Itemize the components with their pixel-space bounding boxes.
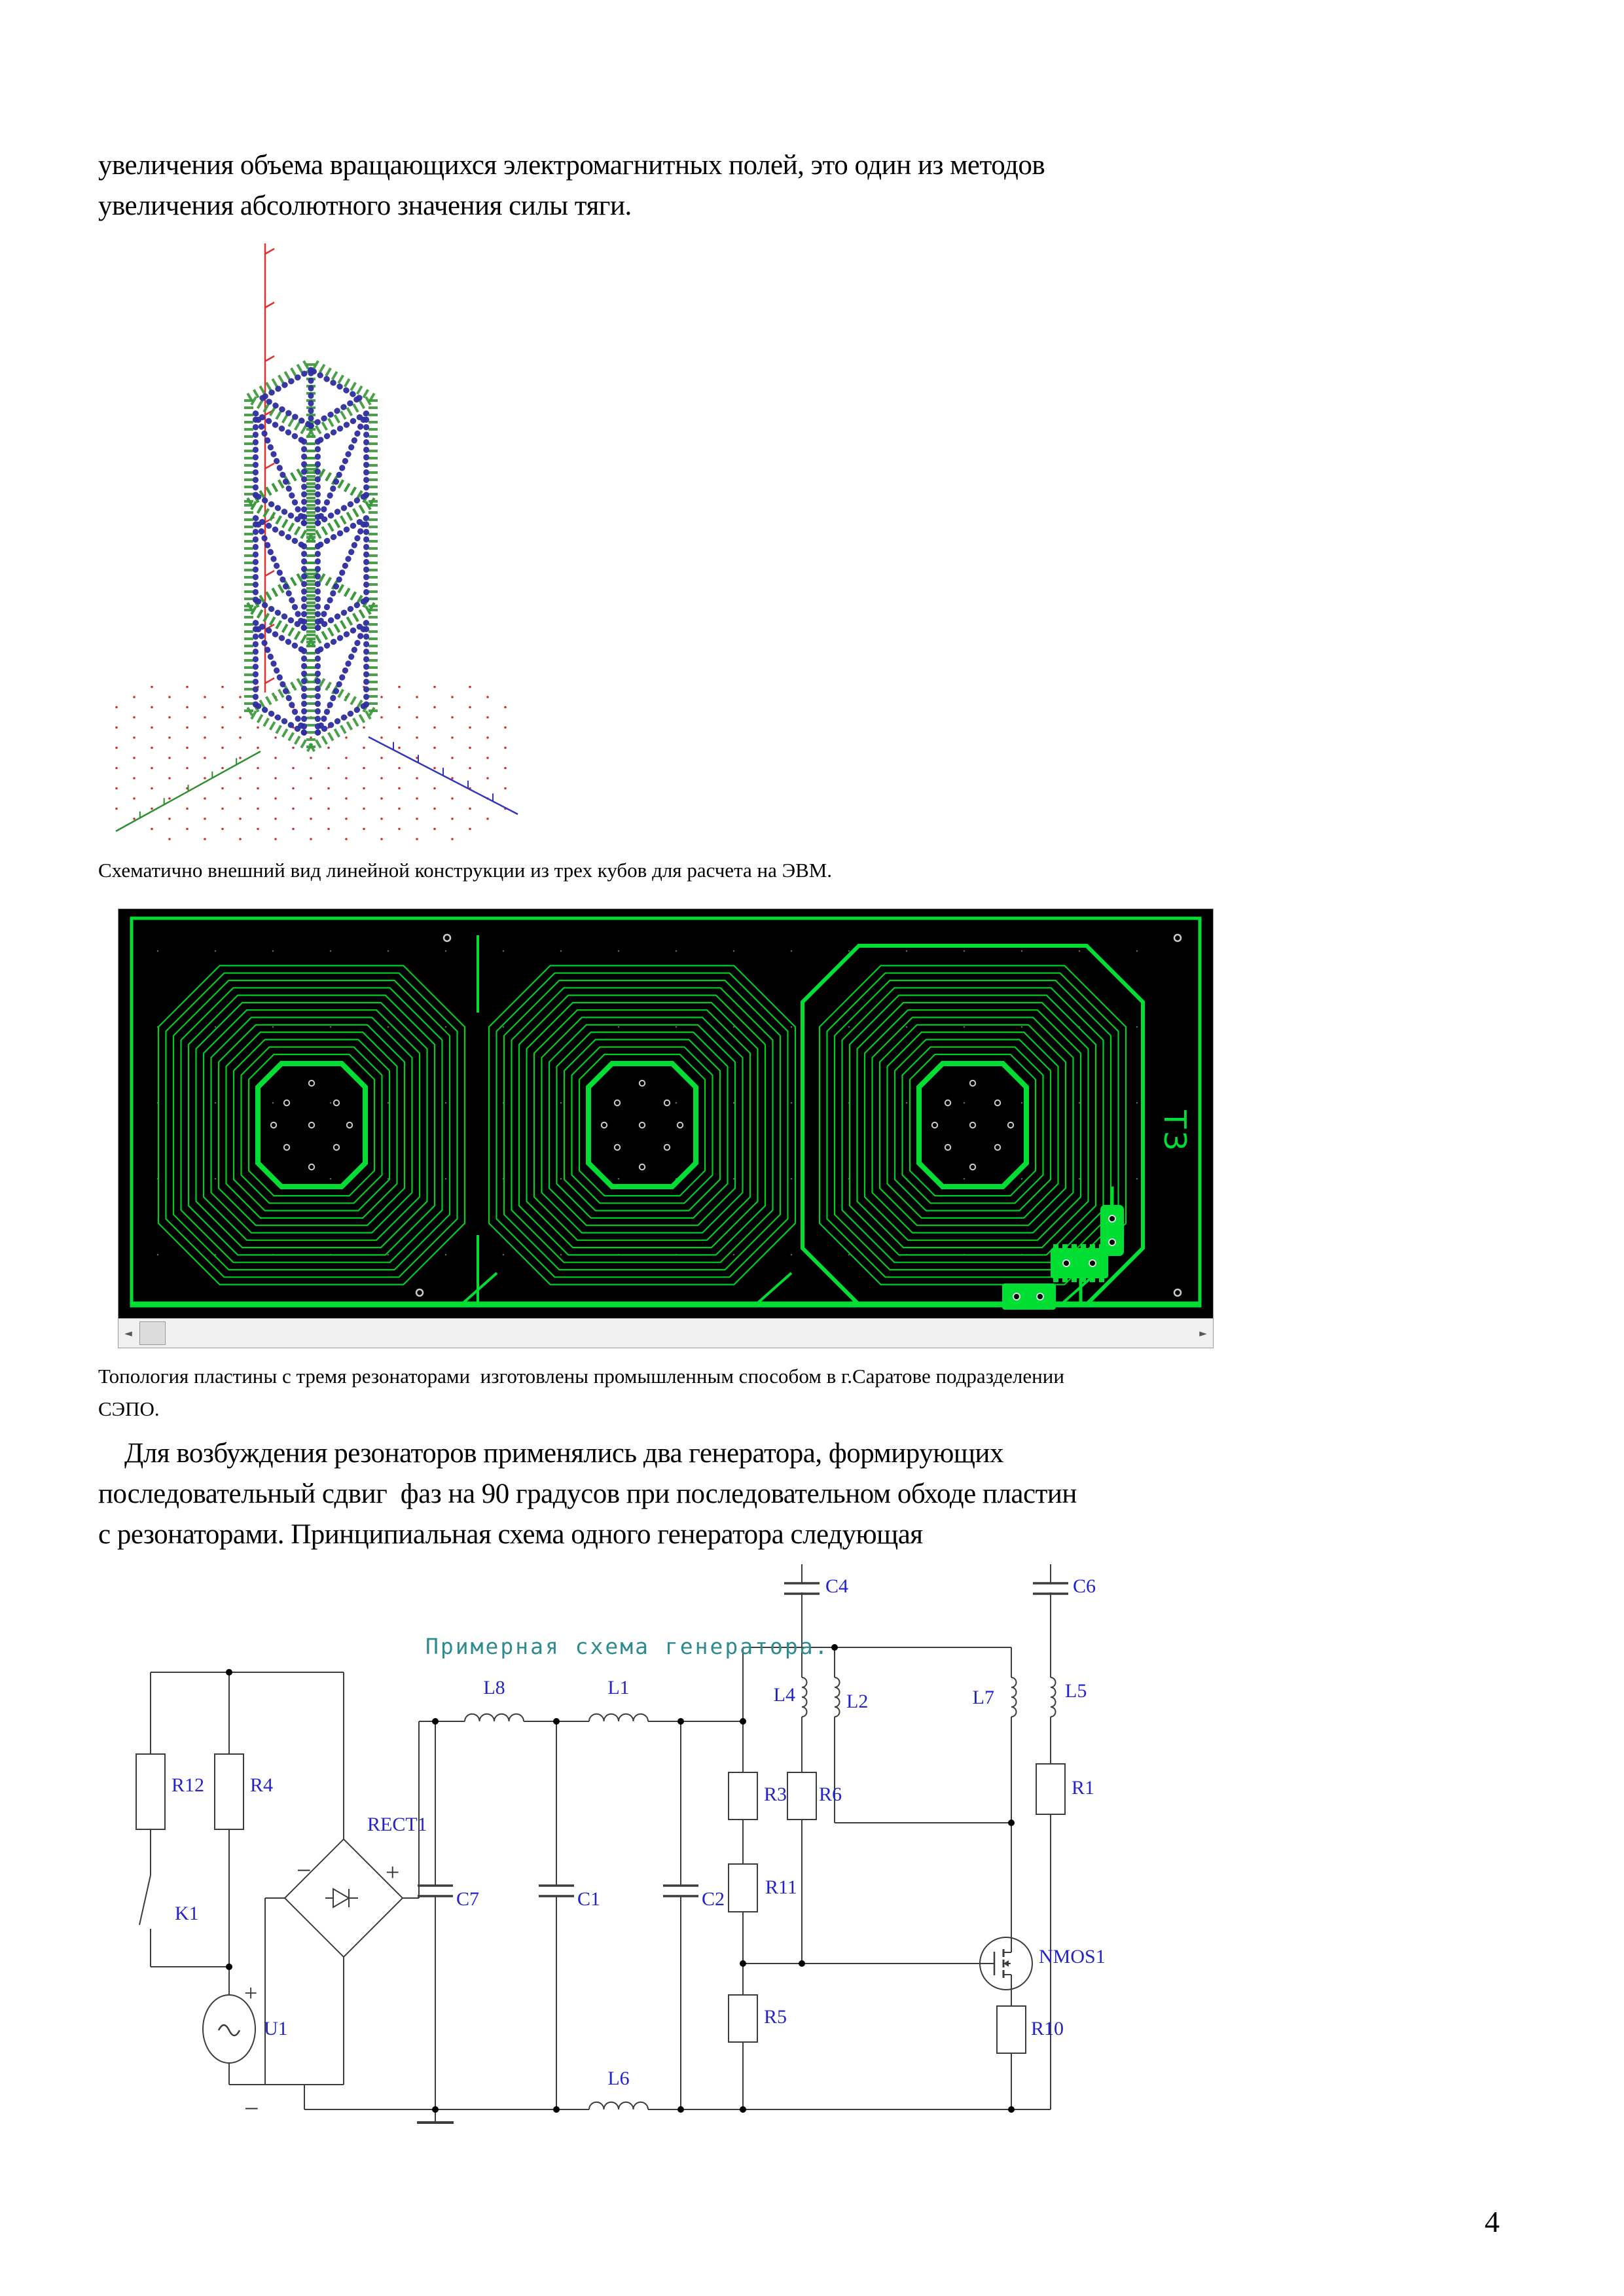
- component-label: C7: [456, 1888, 480, 1910]
- board-marking-text: ТЗ: [1157, 1110, 1193, 1153]
- component-label: −: [244, 2094, 259, 2123]
- component-label: −: [297, 1856, 312, 1885]
- component-label: R3: [764, 1784, 787, 1805]
- component-label: L8: [483, 1677, 505, 1698]
- component-label: +: [244, 1980, 258, 2006]
- schematic-title: Примерная схема генератора.: [425, 1634, 830, 1659]
- paragraph-line: последовательный сдвиг фаз на 90 градусов при последовательном обходе пластин: [98, 1479, 1077, 1509]
- component-label: U1: [264, 2018, 288, 2039]
- top-paragraph: [98, 145, 1551, 226]
- scroll-right-icon[interactable]: ►: [1199, 1327, 1207, 1339]
- generator-schematic: [115, 1561, 1116, 2134]
- horizontal-scrollbar[interactable]: [118, 1318, 1213, 1348]
- component-label: +: [386, 1859, 400, 1886]
- component-label: R10: [1031, 2018, 1064, 2039]
- paragraph-line: Для возбуждения резонаторов применялись два генератора, формирующих: [124, 1438, 1003, 1469]
- cubes-figure-image: [101, 234, 520, 850]
- pcb-window: [118, 908, 1214, 1348]
- component-label: R12: [171, 1774, 205, 1796]
- component-label: R11: [765, 1876, 797, 1898]
- component-label: C4: [825, 1575, 849, 1597]
- component-label: C1: [577, 1888, 601, 1910]
- page-number: 4: [1485, 2205, 1500, 2238]
- component-label: R4: [250, 1774, 274, 1796]
- component-label: L6: [607, 2068, 630, 2089]
- component-label: L5: [1065, 1680, 1087, 1702]
- cubes-caption: Схематично внешний вид линейной конструкции из трех кубов для расчета на ЭВМ.: [98, 859, 833, 882]
- pcb-caption: Топология пластины с тремя резонаторами изготовлены промышленным способом в г.Саратове подразделении СЭПО.: [98, 1365, 1064, 1420]
- component-label: K1: [175, 1903, 199, 1924]
- component-label: C2: [702, 1888, 725, 1910]
- paragraph-line: увеличения объема вращающихся электромагнитных полей, это один из методов: [98, 150, 1045, 181]
- schematic-image: [115, 1561, 1116, 2130]
- pcb-figure-image: [118, 909, 1213, 1315]
- component-label: L1: [607, 1677, 630, 1698]
- component-label: C6: [1073, 1575, 1096, 1597]
- paragraph-line: с резонаторами. Принципиальная схема одного генератора следующая: [98, 1519, 923, 1550]
- scrollbar-thumb[interactable]: [139, 1321, 166, 1345]
- component-label: L7: [972, 1687, 994, 1708]
- paragraph-line: увеличения абсолютного значения силы тяги.: [98, 190, 632, 221]
- component-label: NMOS1: [1039, 1946, 1106, 1967]
- component-label: R5: [764, 2006, 787, 2028]
- component-label: L4: [773, 1684, 795, 1706]
- scroll-left-icon[interactable]: ◄: [124, 1327, 132, 1339]
- component-label: R6: [819, 1784, 842, 1805]
- component-label: R1: [1072, 1777, 1095, 1799]
- generator-paragraph: [98, 1433, 1551, 1555]
- component-label: RECT1: [367, 1814, 427, 1835]
- component-label: L2: [846, 1691, 869, 1712]
